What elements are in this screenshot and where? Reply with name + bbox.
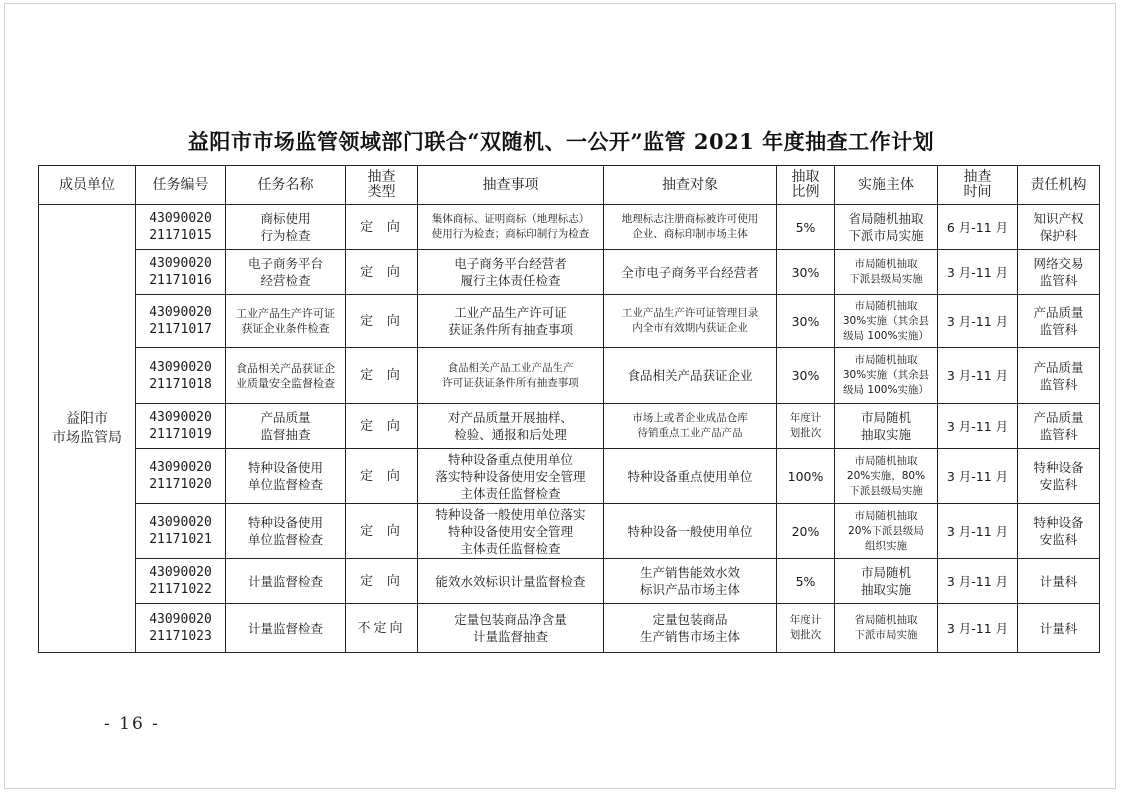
inspection-items-cell-line: 定量包装商品净含量 — [454, 612, 567, 627]
task-name-cell-line: 计量监督检查 — [247, 620, 323, 636]
inspection-items-cell — [418, 250, 604, 295]
inspection-items-cell-line: 落实特种设备使用安全管理 — [435, 468, 586, 484]
task-code-cell-line: 43090020 — [149, 410, 212, 425]
task-code-cell-line: 21171015 — [149, 228, 212, 243]
inspection-object-cell — [604, 205, 777, 250]
inspection-items-cell-line: 检验、通报和后处理 — [454, 427, 567, 442]
implementing-body-cell-line: 组织实施 — [865, 539, 907, 552]
inspection-items-cell — [418, 449, 604, 504]
task-name-cell-line: 特种设备使用 — [247, 460, 323, 475]
implementing-body-cell-line: 30%实施（其余县 — [842, 314, 930, 327]
sampling-ratio-cell-line: 5% — [795, 219, 816, 235]
inspection-type-cell — [346, 250, 418, 295]
implementing-body-cell-line: 抽取实施 — [860, 582, 911, 597]
inspection-object-cell-line: 生产销售能效水效 — [639, 565, 740, 580]
inspection-items-cell-line: 对产品质量开展抽样、 — [447, 410, 573, 425]
implementing-body-cell — [835, 604, 938, 653]
inspection-time-cell — [938, 559, 1018, 604]
task-name-cell — [226, 295, 346, 348]
task-code-cell — [136, 250, 226, 295]
header-inspection-items: 抽查事项 — [418, 166, 604, 205]
inspection-time-cell-line: 3 月-11 月 — [946, 468, 1009, 484]
inspection-object-cell — [604, 295, 777, 348]
inspection-time-cell-line: 3 月-11 月 — [946, 313, 1009, 329]
task-code-cell-line: 43090020 — [149, 612, 212, 627]
inspection-time-cell — [938, 250, 1018, 295]
table-row — [39, 504, 1100, 559]
implementing-body-cell-line: 市局随机抽取 — [854, 299, 918, 312]
sampling-ratio-cell — [777, 348, 835, 404]
responsible-agency-cell-line: 计量科 — [1039, 620, 1078, 636]
inspection-object-cell-line: 市场上或者企业成品仓库 — [632, 412, 748, 424]
task-code-cell — [136, 559, 226, 604]
task-code-cell — [136, 504, 226, 559]
responsible-agency-cell-line: 产品质量 — [1033, 410, 1084, 425]
task-name-cell-line: 业质量安全监督检查 — [236, 376, 335, 390]
header-inspection-type — [346, 166, 418, 205]
inspection-object-cell-line: 特种设备重点使用单位 — [627, 468, 753, 484]
sampling-ratio-cell-line: 年度计 — [789, 614, 822, 626]
inspection-time-cell-line: 3 月-11 月 — [946, 620, 1009, 636]
inspection-items-cell-line: 履行主体责任检查 — [460, 273, 561, 288]
inspection-object-cell-line: 生产销售市场主体 — [639, 629, 740, 644]
task-name-cell-line: 监督抽查 — [260, 427, 311, 442]
responsible-agency-cell-line: 监管科 — [1039, 322, 1078, 337]
inspection-type-cell — [346, 348, 418, 404]
responsible-agency-cell — [1018, 250, 1100, 295]
task-code-cell-line: 43090020 — [149, 256, 212, 271]
header-ratio-line2: 比例 — [791, 184, 820, 200]
inspection-items-cell — [418, 559, 604, 604]
inspection-object-cell-line: 企业、商标印制市场主体 — [632, 228, 748, 240]
inspection-object-cell-line: 定量包装商品 — [652, 612, 728, 627]
inspection-time-cell — [938, 604, 1018, 653]
sampling-ratio-cell — [777, 559, 835, 604]
task-name-cell-line: 单位监督检查 — [247, 477, 323, 492]
implementing-body-cell-line: 市局随机抽取 — [854, 258, 918, 270]
table-row — [39, 404, 1100, 449]
inspection-time-cell-line: 3 月-11 月 — [946, 264, 1009, 280]
task-code-cell — [136, 205, 226, 250]
sampling-ratio-cell — [777, 250, 835, 295]
table-row — [39, 250, 1100, 295]
implementing-body-cell-line: 级局 100%实施） — [843, 329, 929, 342]
responsible-agency-cell-line: 安监科 — [1039, 477, 1078, 492]
inspection-object-cell — [604, 404, 777, 449]
task-name-cell-line: 单位监督检查 — [247, 532, 323, 547]
task-name-cell — [226, 348, 346, 404]
task-code-cell-line: 21171023 — [149, 629, 212, 644]
implementing-body-cell-line: 级局 100%实施） — [843, 384, 929, 396]
inspection-object-cell — [604, 250, 777, 295]
inspection-items-cell — [418, 504, 604, 559]
implementing-body-cell-line: 省局随机抽取 — [848, 211, 924, 226]
inspection-object-cell-line: 地理标志注册商标被许可使用 — [621, 213, 759, 225]
header-ratio-line1: 抽取 — [791, 169, 820, 185]
member-unit-line: 市场监管局 — [52, 429, 122, 446]
implementing-body-cell-line: 市局随机抽取 — [854, 354, 918, 366]
implementing-body-cell — [835, 449, 938, 504]
task-name-cell — [226, 250, 346, 295]
table-row — [39, 205, 1100, 250]
implementing-body-cell-line: 下派县级局实施 — [849, 273, 923, 285]
inspection-items-cell-line: 使用行为检查；商标印制行为检查 — [431, 228, 590, 240]
implementing-body-cell-line: 市局随机 — [860, 410, 911, 425]
sampling-ratio-cell — [777, 504, 835, 559]
implementing-body-cell-line: 抽取实施 — [860, 427, 911, 442]
inspection-object-cell-line: 待销重点工业产品产品 — [637, 427, 743, 439]
table-row — [39, 348, 1100, 404]
task-name-cell — [226, 559, 346, 604]
inspection-type-cell — [346, 295, 418, 348]
inspection-type-cell-line: 定 向 — [360, 368, 403, 383]
responsible-agency-cell — [1018, 205, 1100, 250]
inspection-type-cell — [346, 404, 418, 449]
member-unit-cell — [39, 205, 136, 653]
responsible-agency-cell-line: 产品质量 — [1033, 305, 1084, 320]
sampling-ratio-cell — [777, 449, 835, 504]
inspection-items-cell-line: 特种设备重点使用单位 — [447, 451, 573, 467]
implementing-body-cell — [835, 559, 938, 604]
task-code-cell-line: 43090020 — [149, 211, 212, 226]
inspection-time-cell-line: 3 月-11 月 — [946, 418, 1009, 434]
inspection-time-cell — [938, 348, 1018, 404]
inspection-items-cell-line: 集体商标、证明商标（地理标志） — [431, 213, 590, 225]
task-name-cell-line: 计量监督检查 — [247, 573, 323, 589]
implementing-body-cell-line: 下派县级局实施 — [849, 484, 923, 497]
member-unit-line: 益阳市 — [66, 410, 108, 427]
page-number: - 16 - — [104, 714, 160, 734]
task-name-cell — [226, 504, 346, 559]
implementing-body-cell — [835, 295, 938, 348]
inspection-object-cell-line: 食品相关产品获证企业 — [627, 368, 753, 383]
responsible-agency-cell-line: 特种设备 — [1033, 460, 1084, 475]
task-code-cell-line: 21171016 — [149, 273, 212, 288]
responsible-agency-cell — [1018, 604, 1100, 653]
inspection-items-cell-line: 特种设备一般使用单位落实 — [435, 506, 586, 522]
header-member-unit: 成员单位 — [39, 166, 136, 205]
task-code-cell-line: 21171019 — [149, 427, 212, 442]
inspection-items-cell-line: 工业产品生产许可证 — [454, 305, 567, 320]
inspection-time-cell — [938, 504, 1018, 559]
responsible-agency-cell-line: 保护科 — [1039, 228, 1078, 243]
task-name-cell-line: 特种设备使用 — [247, 515, 323, 530]
document-title: 益阳市市场监管领域部门联合“双随机、一公开”监管 2021 年度抽查工作计划 — [187, 129, 935, 154]
implementing-body-cell — [835, 504, 938, 559]
implementing-body-cell-line: 市局随机抽取 — [854, 454, 918, 467]
inspection-type-cell-line: 不定向 — [357, 620, 406, 636]
implementing-body-cell-line: 30%实施（其余县 — [842, 369, 930, 381]
header-time-line2: 时间 — [963, 184, 992, 200]
table-header-row — [39, 166, 1100, 205]
sampling-ratio-cell — [777, 205, 835, 250]
task-name-cell-line: 电子商务平台 — [247, 256, 323, 271]
inspection-object-cell-line: 内全市有效期内获证企业 — [632, 322, 748, 334]
implementing-body-cell-line: 市局随机 — [860, 565, 911, 580]
table-row — [39, 295, 1100, 348]
responsible-agency-cell — [1018, 348, 1100, 404]
task-code-cell — [136, 604, 226, 653]
sampling-ratio-cell — [777, 404, 835, 449]
task-code-cell-line: 43090020 — [149, 515, 212, 530]
inspection-time-cell — [938, 295, 1018, 348]
task-name-cell — [226, 449, 346, 504]
inspection-type-cell — [346, 604, 418, 653]
task-name-cell-line: 工业产品生产许可证 — [236, 307, 335, 320]
sampling-ratio-cell-line: 30% — [791, 313, 820, 329]
inspection-time-cell — [938, 449, 1018, 504]
inspection-type-cell-line: 定 向 — [360, 219, 403, 235]
implementing-body-cell — [835, 205, 938, 250]
inspection-object-cell-line: 全市电子商务平台经营者 — [621, 264, 759, 280]
inspection-type-cell-line: 定 向 — [360, 264, 403, 280]
table-row — [39, 449, 1100, 504]
sampling-ratio-cell-line: 100% — [787, 468, 824, 484]
inspection-items-cell-line: 主体责任监督检查 — [460, 540, 561, 556]
inspection-object-cell-line: 工业产品生产许可证管理目录 — [621, 307, 759, 319]
inspection-items-cell-line: 能效水效标识计量监督检查 — [435, 573, 586, 589]
header-implementing-body: 实施主体 — [835, 166, 938, 205]
responsible-agency-cell-line: 特种设备 — [1033, 515, 1084, 530]
inspection-type-cell — [346, 504, 418, 559]
task-name-cell-line: 商标使用 — [260, 211, 311, 226]
implementing-body-cell — [835, 348, 938, 404]
inspection-object-cell — [604, 504, 777, 559]
inspection-time-cell-line: 3 月-11 月 — [946, 573, 1009, 589]
inspection-type-cell-line: 定 向 — [360, 573, 403, 589]
responsible-agency-cell-line: 知识产权 — [1033, 211, 1084, 226]
task-code-cell — [136, 348, 226, 404]
task-name-cell-line: 食品相关产品获证企 — [236, 361, 335, 375]
sampling-ratio-cell-line: 划批次 — [789, 427, 822, 439]
inspection-type-cell — [346, 205, 418, 250]
task-name-cell-line: 产品质量 — [260, 410, 311, 425]
inspection-items-cell — [418, 404, 604, 449]
task-code-cell-line: 21171021 — [149, 532, 212, 547]
sampling-ratio-cell-line: 划批次 — [789, 629, 822, 641]
task-code-cell-line: 43090020 — [149, 565, 212, 580]
inspection-items-cell-line: 许可证获证条件所有抽查事项 — [442, 376, 579, 389]
task-code-cell — [136, 404, 226, 449]
implementing-body-cell-line: 下派市局实施 — [848, 228, 924, 243]
responsible-agency-cell-line: 监管科 — [1039, 273, 1078, 288]
responsible-agency-cell — [1018, 504, 1100, 559]
table-row — [39, 604, 1100, 653]
header-inspection-time — [938, 166, 1018, 205]
sampling-ratio-cell — [777, 295, 835, 348]
task-name-cell — [226, 404, 346, 449]
implementing-body-cell — [835, 250, 938, 295]
inspection-time-cell-line: 6 月-11 月 — [946, 219, 1009, 235]
inspection-type-cell-line: 定 向 — [360, 468, 403, 484]
inspection-type-cell-line: 定 向 — [360, 418, 403, 434]
responsible-agency-cell-line: 产品质量 — [1033, 359, 1084, 375]
sampling-ratio-cell-line: 30% — [791, 368, 820, 383]
inspection-items-cell-line: 主体责任监督检查 — [460, 485, 561, 501]
task-code-cell-line: 21171020 — [149, 477, 212, 492]
inspection-items-cell — [418, 348, 604, 404]
header-responsible-agency: 责任机构 — [1018, 166, 1100, 205]
header-task-name: 任务名称 — [226, 166, 346, 205]
inspection-items-cell-line: 计量监督抽查 — [472, 629, 548, 644]
sampling-ratio-cell-line: 20% — [791, 523, 820, 539]
task-code-cell-line: 43090020 — [149, 460, 212, 475]
implementing-body-cell-line: 省局随机抽取 — [854, 614, 918, 626]
inspection-time-cell-line: 3 月-11 月 — [946, 368, 1009, 383]
inspection-items-cell-line: 食品相关产品工业产品生产 — [447, 361, 574, 374]
inspection-object-cell — [604, 559, 777, 604]
responsible-agency-cell — [1018, 404, 1100, 449]
inspection-object-cell-line: 特种设备一般使用单位 — [627, 523, 753, 539]
task-name-cell-line: 行为检查 — [260, 228, 311, 243]
sampling-ratio-cell-line: 30% — [791, 264, 820, 280]
inspection-items-cell — [418, 295, 604, 348]
task-code-cell — [136, 449, 226, 504]
responsible-agency-cell-line: 监管科 — [1039, 376, 1078, 392]
inspection-plan-table — [38, 165, 1100, 653]
task-name-cell — [226, 604, 346, 653]
sampling-ratio-cell — [777, 604, 835, 653]
task-name-cell-line: 获证企业条件检查 — [241, 322, 330, 335]
implementing-body-cell-line: 20%下派县级局 — [848, 524, 924, 537]
inspection-items-cell-line: 获证条件所有抽查事项 — [447, 322, 573, 337]
task-name-cell — [226, 205, 346, 250]
table-row — [39, 559, 1100, 604]
inspection-time-cell — [938, 205, 1018, 250]
responsible-agency-cell — [1018, 449, 1100, 504]
implementing-body-cell-line: 市局随机抽取 — [854, 509, 918, 522]
task-code-cell-line: 43090020 — [149, 305, 212, 320]
header-task-code: 任务编号 — [136, 166, 226, 205]
implementing-body-cell — [835, 404, 938, 449]
inspection-object-cell — [604, 449, 777, 504]
responsible-agency-cell-line: 网络交易 — [1033, 256, 1084, 271]
responsible-agency-cell-line: 安监科 — [1039, 532, 1078, 547]
task-code-cell-line: 21171018 — [149, 376, 212, 392]
inspection-items-cell-line: 特种设备使用安全管理 — [447, 523, 573, 539]
implementing-body-cell-line: 20%实施，80% — [846, 469, 926, 482]
inspection-type-cell-line: 定 向 — [360, 523, 403, 539]
task-code-cell-line: 21171017 — [149, 322, 212, 337]
inspection-time-cell — [938, 404, 1018, 449]
task-name-cell-line: 经营检查 — [260, 273, 311, 288]
task-code-cell — [136, 295, 226, 348]
inspection-time-cell-line: 3 月-11 月 — [946, 523, 1009, 539]
task-code-cell-line: 21171022 — [149, 582, 212, 597]
header-type-line2: 类型 — [367, 184, 396, 200]
responsible-agency-cell — [1018, 559, 1100, 604]
inspection-object-cell — [604, 604, 777, 653]
responsible-agency-cell — [1018, 295, 1100, 348]
responsible-agency-cell-line: 监管科 — [1039, 427, 1078, 442]
inspection-object-cell-line: 标识产品市场主体 — [639, 582, 740, 597]
responsible-agency-cell-line: 计量科 — [1039, 573, 1078, 589]
header-inspection-object: 抽查对象 — [604, 166, 777, 205]
header-time-line1: 抽查 — [963, 169, 992, 185]
inspection-type-cell — [346, 559, 418, 604]
implementing-body-cell-line: 下派市局实施 — [854, 629, 918, 641]
inspection-object-cell — [604, 348, 777, 404]
inspection-type-cell-line: 定 向 — [360, 313, 403, 329]
header-sampling-ratio — [777, 166, 835, 205]
inspection-type-cell — [346, 449, 418, 504]
sampling-ratio-cell-line: 年度计 — [789, 412, 822, 424]
sampling-ratio-cell-line: 5% — [795, 573, 816, 589]
inspection-items-cell-line: 电子商务平台经营者 — [454, 256, 567, 271]
header-type-line1: 抽查 — [367, 169, 396, 185]
inspection-items-cell — [418, 205, 604, 250]
inspection-items-cell — [418, 604, 604, 653]
task-code-cell-line: 43090020 — [149, 359, 212, 375]
